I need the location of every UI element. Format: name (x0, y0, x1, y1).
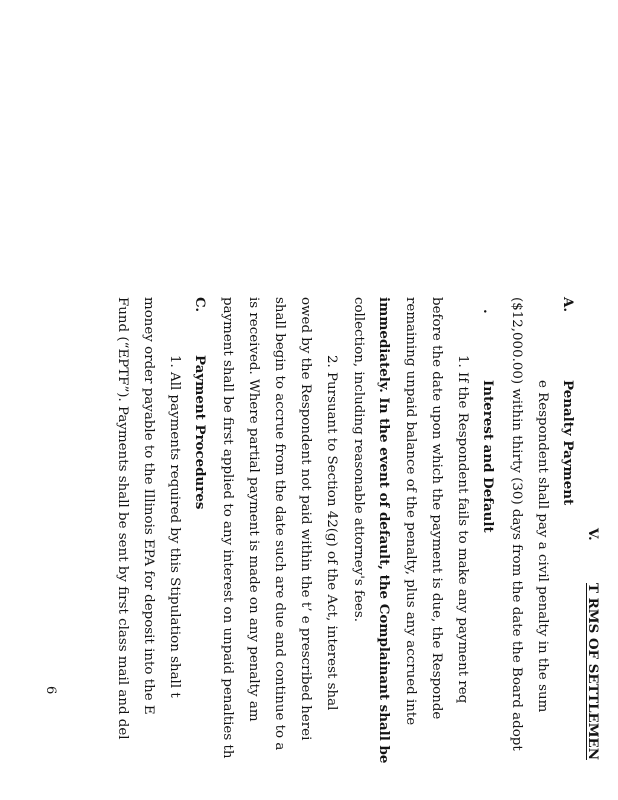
para-b1-line-1: 1. If the Respondent fails to make any payment req (455, 355, 470, 704)
section-b-letter: . (480, 309, 496, 314)
page-number: 6 (43, 686, 58, 695)
para-c1-line-2: money order payable to the Illinois EPA for deposit into the E (141, 297, 156, 715)
para-b2-line-5: payment shall be first applied to any interest on unpaid penalties th (220, 297, 235, 759)
section-c-title: Payment Procedures (192, 355, 208, 510)
para-c1-line-1: 1. All payments required by this Stipulation shall t (167, 355, 182, 698)
para-b1-line-3: remaining unpaid balance of the penalty, plus any accrued inte (403, 297, 418, 726)
para-b1-line-2: before the date upon which the payment is due, the Responde (429, 297, 444, 720)
para-c1-line-3: Fund (“EPTF”). Payments shall be sent by first class mail and del (115, 297, 130, 740)
para-b2-line-2: owed by the Respondent not paid within the t’ e prescribed herei (298, 297, 313, 741)
section-b-title: Interest and Default (480, 380, 496, 533)
para-b1-line-5: collection, including reasonable attorney's fees. (351, 297, 366, 622)
section-a-title: Penalty Payment (560, 380, 576, 506)
section-c-letter: C. (192, 297, 208, 313)
para-a-line-2: ($12,000.00) within thirty (30) days from the date the Board adopt (509, 297, 524, 751)
para-b2-line-4: is received. Where partial payment is made on any penalty am (246, 297, 261, 722)
para-b2-line-1: 2. Pursuant to Section 42(g) of the Act, interest shal (324, 355, 339, 711)
heading-number: V. (585, 528, 601, 541)
para-a-line-1: e Respondent shall pay a civil penalty in the sum (535, 380, 550, 713)
para-b1-line-4: immediately. In the event of default, the Complainant shall be (376, 297, 392, 764)
heading-title: T RMS OF SETTLEMEN (585, 583, 601, 760)
para-b2-line-3: shall begin to accrue from the date such are due and continue to a (272, 297, 287, 751)
section-a-letter: A. (560, 297, 576, 313)
